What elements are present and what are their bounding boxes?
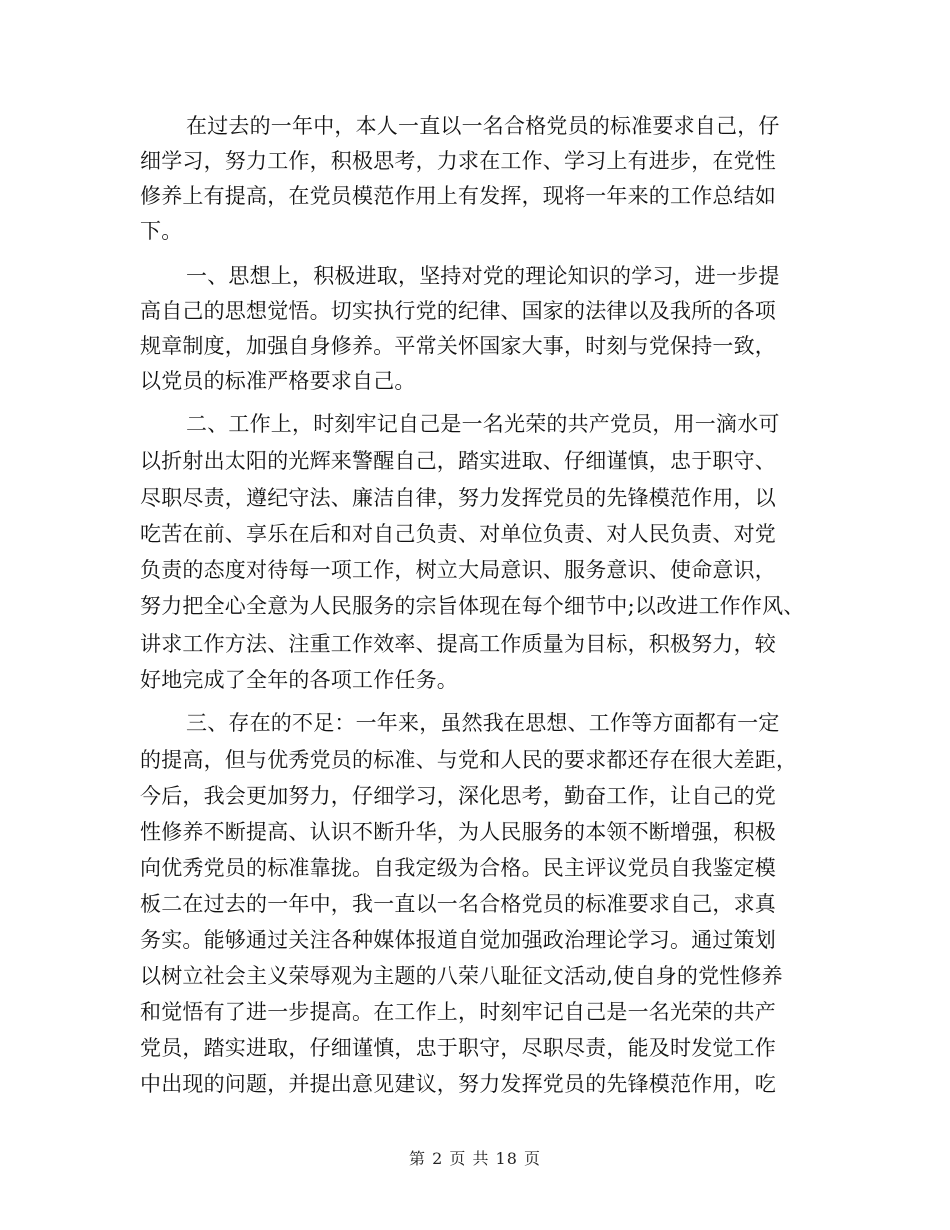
text-line: 讲求工作方法、注重工作效率、提高工作质量为目标，积极努力，较: [140, 632, 776, 656]
text-line: 和觉悟有了进一步提高。在工作上，时刻牢记自己是一名光荣的共产: [140, 1000, 776, 1024]
text-line: 细学习，努力工作，积极思考，力求在工作、学习上有进步，在党性: [140, 149, 776, 173]
text-line: 中出现的问题，并提出意见建议，努力发挥党员的先锋模范作用，吃: [140, 1072, 776, 1096]
page-number-footer: 第 2 页 共 18 页: [409, 1149, 541, 1168]
text-line: 以树立社会主义荣辱观为主题的八荣八耻征文活动,使自身的党性修养: [140, 964, 783, 988]
text-line: 的提高，但与优秀党员的标准、与党和人民的要求都还存在很大差距，: [140, 748, 798, 772]
text-line: 性修养不断提高、认识不断升华，为人民服务的本领不断增强，积极: [140, 820, 776, 844]
text-line: 下。: [140, 219, 183, 243]
text-line: 修养上有提高，在党员模范作用上有发挥，现将一年来的工作总结如: [140, 184, 776, 208]
text-line: 规章制度，加强自身修养。平常关怀国家大事，时刻与党保持一致，: [140, 334, 776, 358]
text-line: 党员，踏实进取，仔细谨慎，忠于职守，尽职尽责，能及时发觉工作: [140, 1036, 776, 1060]
text-line: 高自己的思想觉悟。切实执行党的纪律、国家的法律以及我所的各项: [140, 299, 776, 323]
text-line: 尽职尽责，遵纪守法、廉洁自律，努力发挥党员的先锋模范作用，以: [140, 486, 776, 510]
text-line: 在过去的一年中，本人一直以一名合格党员的标准要求自己，仔: [186, 114, 780, 138]
text-line: 以党员的标准严格要求自己。: [140, 369, 416, 393]
text-line: 板二在过去的一年中，我一直以一名合格党员的标准要求自己，求真: [140, 892, 776, 916]
text-line: 努力把全心全意为人民服务的宗旨体现在每个细节中;以改进工作作风、: [140, 594, 805, 618]
text-line: 向优秀党员的标准靠拢。自我定级为合格。民主评议党员自我鉴定模: [140, 856, 776, 880]
text-line: 一、思想上，积极进取，坚持对党的理论知识的学习，进一步提: [186, 264, 780, 288]
text-line: 以折射出太阳的光辉来警醒自己，踏实进取、仔细谨慎，忠于职守、: [140, 449, 776, 473]
text-line: 二、工作上，时刻牢记自己是一名光荣的共产党员，用一滴水可: [186, 412, 780, 436]
text-line: 三、存在的不足：一年来，虽然我在思想、工作等方面都有一定: [186, 711, 780, 735]
text-line: 吃苦在前、享乐在后和对自己负责、对单位负责、对人民负责、对党: [140, 522, 776, 546]
text-line: 负责的态度对待每一项工作，树立大局意识、服务意识、使命意识，: [140, 558, 776, 582]
text-line: 务实。能够通过关注各种媒体报道自觉加强政治理论学习。通过策划: [140, 928, 776, 952]
text-line: 今后，我会更加努力，仔细学习，深化思考，勤奋工作，让自己的党: [140, 784, 776, 808]
text-line: 好地完成了全年的各项工作任务。: [140, 668, 458, 692]
